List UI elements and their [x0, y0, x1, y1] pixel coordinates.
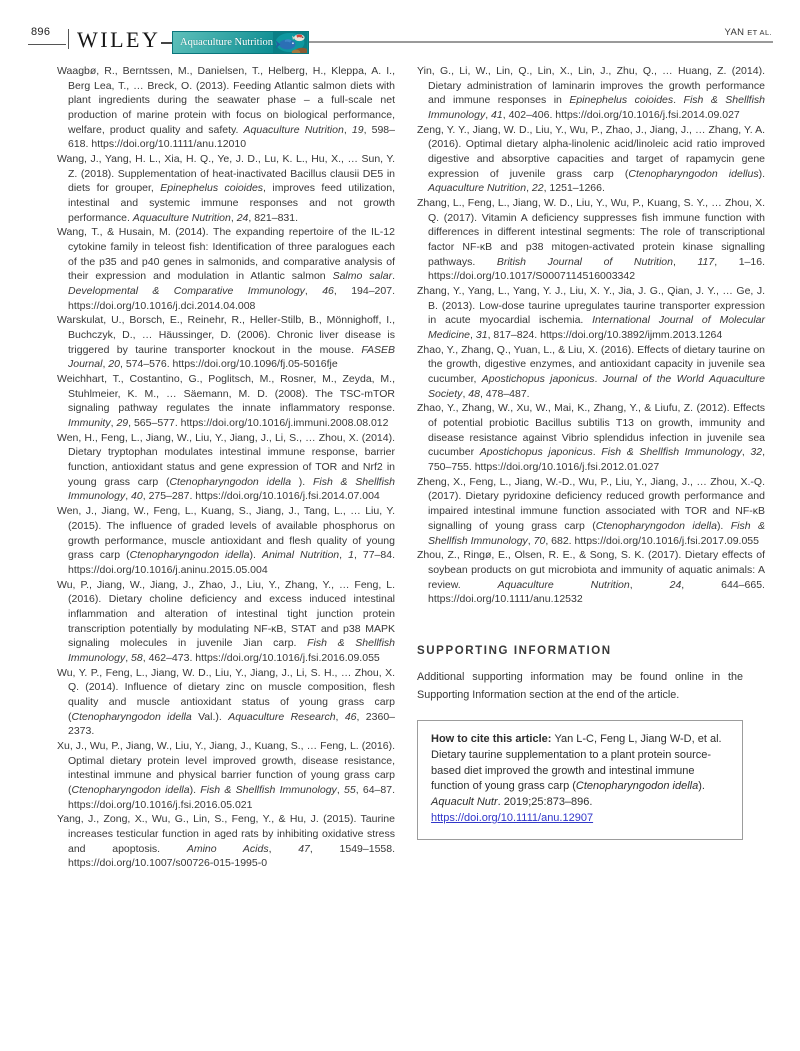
- reference-item: Wen, H., Feng, L., Jiang, W., Liu, Y., Jiang, J., Li, S., … Zhou, X. (2014). Dietary tryptophan modulates intestinal immune response, barrier function, antioxidant status and gene expression of TOR and Nrf2 in young grass carp (Ctenopharyngodon idella ). Fish & Shellfish Immunology, 40, 275–287. https://doi.org/10.1016/j.fsi.2014.07.004: [57, 431, 395, 503]
- header-connector-rule: [161, 42, 172, 44]
- supporting-information-body: Additional supporting information may be found online in the Supporting Information section at the end of the article.: [417, 671, 743, 701]
- doi-link[interactable]: https://doi.org/10.1111/anu.12907: [431, 811, 594, 824]
- reference-item: Zheng, X., Feng, L., Jiang, W.-D., Wu, P., Liu, Y., Jiang, J., … Zhou, X.-Q. (2017). Dietary pyridoxine deficiency reduced growth performance and impaired intestinal immune function associated with TOR and NF-κB signalling of young grass carp (Ctenopharyngodon idella). Fish & Shellfish Immunology, 70, 682. https://doi.org/10.1016/j.fsi.2017.09.055: [417, 475, 765, 547]
- journal-banner: [172, 31, 309, 54]
- publisher-logo: WILEY: [77, 27, 161, 52]
- references-column-right: [417, 64, 765, 607]
- reference-item: Zeng, Y. Y., Jiang, W. D., Liu, Y., Wu, P., Zhao, J., Jiang, J., … Zhang, Y. A. (2016). Optimal dietary alpha-linolenic acid/linoleic acid ratio improved digestive and absorptive capacities and target of rapamycin gene expression of juvenile grass carp (Ctenopharyngodon idellus). Aquaculture Nutrition, 22, 1251–1266.: [417, 123, 765, 195]
- reference-item: Zhou, Z., Ringø, E., Olsen, R. E., & Song, S. K. (2017). Dietary effects of soybean products on gut microbiota and immunity of aquatic animals: A review. Aquaculture Nutrition, 24, 644–665. https://doi.org/10.1111/anu.12532: [417, 549, 765, 606]
- running-head: [725, 27, 772, 38]
- page-number-rule: [28, 44, 66, 45]
- references-column-left: [57, 64, 395, 871]
- how-to-cite-box: [417, 720, 743, 840]
- reference-item: Wu, Y. P., Feng, L., Jiang, W. D., Liu, Y., Jiang, J., Li, S. H., … Zhou, X. Q. (2014). Influence of dietary zinc on muscle composition, flesh quality and muscle antioxidant status of young grass carp (Ctenopharyngodon idella Val.). Aquaculture Research, 46, 2360–2373.: [57, 666, 395, 738]
- reference-item: Waagbø, R., Berntssen, M., Danielsen, T., Helberg, H., Kleppa, A. I., Berg Lea, T., … Breck, O. (2013). Feeding Atlantic salmon diets with plant ingredients during the seawater phase – a full-scale net production of marine protein with focus on biological performance, welfare, product quality and safety. Aquaculture Nutrition, 19, 598–618. https://doi.org/10.1111/anu.12010: [57, 65, 395, 151]
- header-divider-rule: [68, 29, 69, 49]
- page-number: 896: [31, 26, 51, 38]
- reference-item: Xu, J., Wu, P., Jiang, W., Liu, Y., Jiang, J., Kuang, S., … Feng, L. (2016). Optimal dietary protein level improved growth, disease resistance, intestinal immune and physical barrier function of young grass carp (Ctenopharyngodon idella). Fish & Shellfish Immunology, 55, 64–87. https://doi.org/10.1016/j.fsi.2016.05.021: [57, 739, 395, 811]
- reference-item: Zhang, L., Feng, L., Jiang, W. D., Liu, Y., Wu, P., Kuang, S. Y., … Zhou, X. Q. (2017). Vitamin A deficiency suppresses fish immune function with differences in different intestinal segments: The role of transcriptional factor NF-κB and p38 mitogen-activated protein kinase signalling pathways. British Journal of Nutrition, 117, 1–16. https://doi.org/10.1017/S0007114516003342: [417, 197, 765, 283]
- reference-item: Zhao, Y., Zhang, Q., Yuan, L., & Liu, X. (2016). Effects of dietary taurine on the growth, digestive enzymes, and antioxidant capacity in juvenile sea cucumber, Apostichopus japonicus. Journal of the World Aquaculture Society, 48, 478–487.: [417, 343, 766, 400]
- fish-artwork-icon: [273, 32, 307, 53]
- header-rule: [309, 41, 773, 43]
- reference-item: Wu, P., Jiang, W., Jiang, J., Zhao, J., Liu, Y., Zhang, Y., … Feng, L. (2016). Dietary choline deficiency and excess induced intestinal inflammation and alteration of intestinal tight junction protein transcription potentially by modulating NF-κB, STAT and p38 MAPK signaling molecules in juvenile Jian carp. Fish & Shellfish Immunology, 58, 462–473. https://doi.org/10.1016/j.fsi.2016.09.055: [57, 578, 395, 664]
- reference-item: Wang, T., & Husain, M. (2014). The expanding repertoire of the IL-12 cytokine family in teleost fish: Identification of three paralogues each of the p35 and p40 genes in salmonids, and comparative analysis of their expression and modulation in Atlantic salmon Salmo salar. Developmental & Comparative Immunology, 46, 194–207. https://doi.org/10.1016/j.dci.2014.04.008: [57, 226, 395, 312]
- reference-item: Zhang, Y., Yang, L., Yang, Y. J., Liu, X. Y., Jia, J. G., Qian, J. Y., … Ge, J. B. (2013). Low-dose taurine upregulates taurine transporter expression in acute myocardial ischemia. International Journal of Molecular Medicine, 31, 817–824. https://doi.org/10.3892/ijmm.2013.1264: [417, 285, 765, 342]
- reference-item: Yang, J., Zong, X., Wu, G., Lin, S., Feng, Y., & Hu, J. (2015). Taurine increases testicular function in aged rats by inhibiting oxidative stress and apoptosis. Amino Acids, 47, 1549–1558. https://doi.org/10.1007/s00726-015-1995-0: [57, 813, 396, 870]
- running-head-author: YAN: [724, 27, 745, 38]
- running-head-etal: ET AL.: [747, 28, 772, 37]
- journal-banner-title: Aquaculture Nutrition: [180, 37, 274, 48]
- reference-item: Warskulat, U., Borsch, E., Reinehr, R., Heller-Stilb, B., Mönnighoff, I., Buchczyk, D., … Häussinger, D. (2006). Chronic liver disease is triggered by taurine transporter knockout in the mouse. FASEB Journal, 20, 574–576. https://doi.org/10.1096/fj.05-5016fje: [57, 314, 395, 371]
- reference-item: Yin, G., Li, W., Lin, Q., Lin, X., Lin, J., Zhu, Q., … Huang, Z. (2014). Dietary administration of laminarin improves the growth performance and immune responses in Epinephelus coioides. Fish & Shellfish Immunology, 41, 402–406. https://doi.org/10.1016/j.fsi.2014.09.027: [417, 65, 765, 122]
- reference-item: Wang, J., Yang, H. L., Xia, H. Q., Ye, J. D., Lu, K. L., Hu, X., … Sun, Y. Z. (2018). Supplementation of heat-inactivated Bacillus clausii DE5 in diets for grouper, Epinephelus coioides, improves feed utilization, intestinal and systemic immune responses and not growth performance. Aquaculture Nutrition, 24, 821–831.: [57, 153, 395, 224]
- reference-item: Zhao, Y., Zhang, W., Xu, W., Mai, K., Zhang, Y., & Liufu, Z. (2012). Effects of potential probiotic Bacillus subtilis T13 on growth, immunity and disease resistance against Vibrio splendidus infection in juvenile sea cucumber Apostichopus japonicus. Fish & Shellfish Immunology, 32, 750–755. https://doi.org/10.1016/j.fsi.2012.01.027: [417, 402, 765, 474]
- supporting-information-heading: SUPPORTING INFORMATION: [417, 645, 612, 657]
- supporting-information-section: [417, 645, 743, 840]
- how-to-cite-text: How to cite this article: Yan L-C, Feng L, Jiang W-D, et al. Dietary taurine supplementation to a plant protein source-based diet improved the growth and intestinal immune function of young grass carp (Ctenopharyngodon idella). Aquacult Nutr. 2019;25:873–896. https://doi.org/10.1111/anu.12907: [431, 733, 722, 824]
- reference-item: Wen, J., Jiang, W., Feng, L., Kuang, S., Jiang, J., Tang, L., … Liu, Y. (2015). The influence of graded levels of available phosphorus on growth performance, muscle antioxidant and flesh quality of young grass carp (Ctenopharyngodon idella). Animal Nutrition, 1, 77–84. https://doi.org/10.1016/j.aninu.2015.05.004: [57, 505, 395, 576]
- reference-item: Weichhart, T., Costantino, G., Poglitsch, M., Rosner, M., Zeyda, M., Stuhlmeier, K. M., … Säemann, M. D. (2008). The TSC-mTOR signaling pathway regulates the innate inflammatory response. Immunity, 29, 565–577. https://doi.org/10.1016/j.immuni.2008.08.012: [57, 373, 395, 430]
